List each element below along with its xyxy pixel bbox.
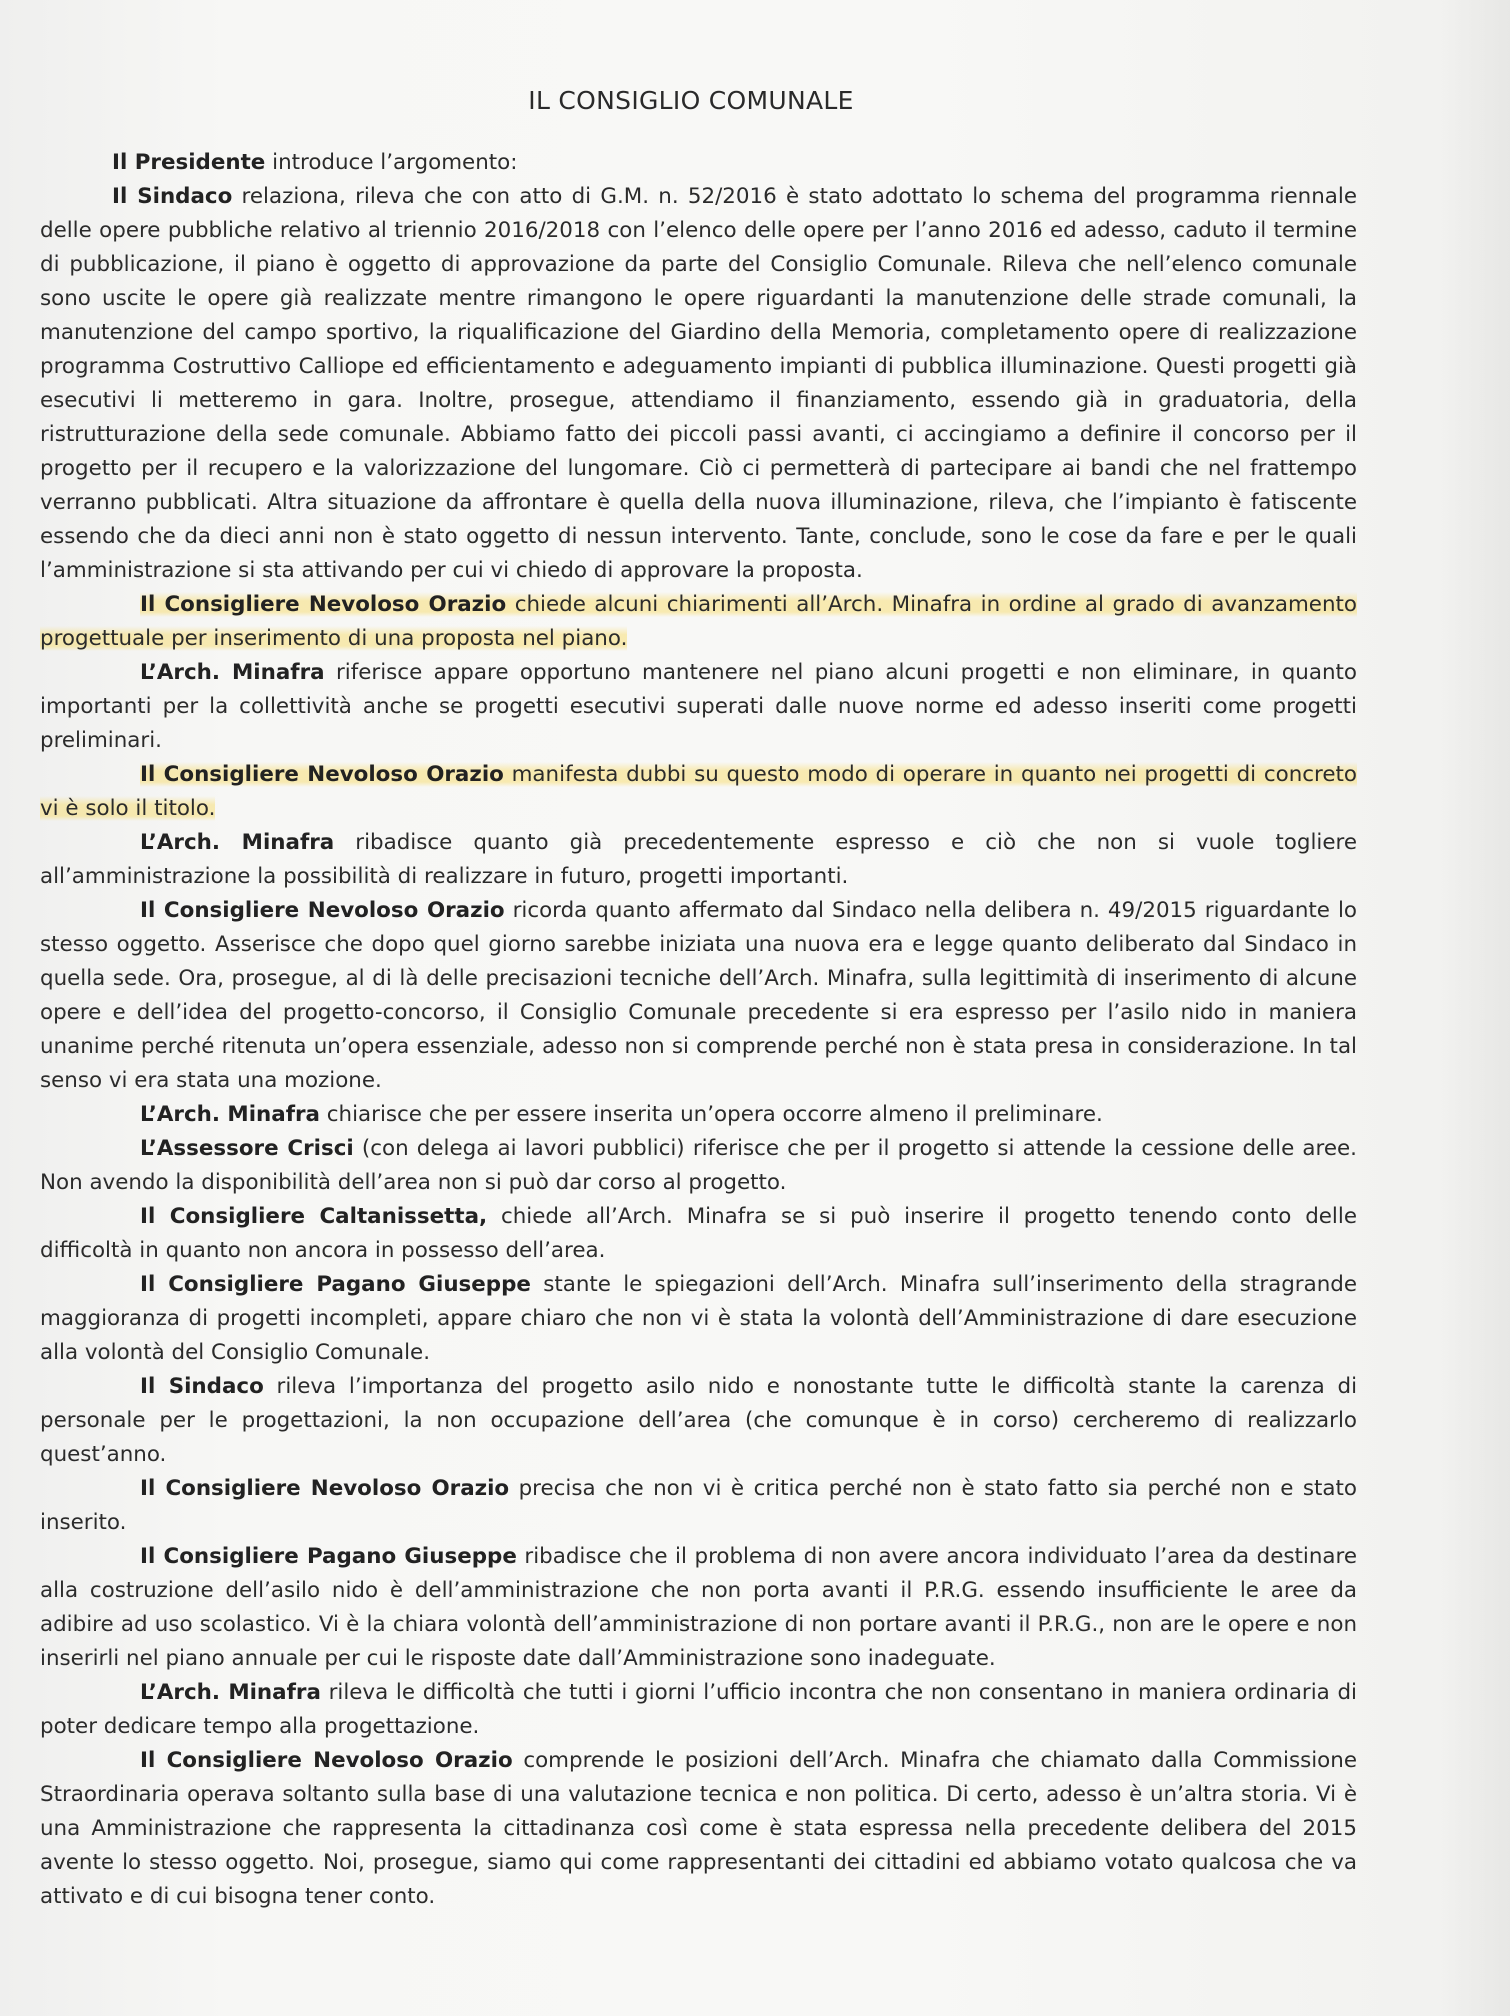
speaker-name: L’Arch. Minafra [140,1680,321,1705]
paragraph-text: manifesta dubbi su questo modo di operare in quanto nei progetti di concreto vi è solo il titolo. [40,762,1357,821]
paragraph-content [40,1680,1357,1739]
paragraph-content [40,1544,1357,1671]
paragraph-content [40,184,1357,583]
minutes-paragraph [40,1098,1357,1132]
speaker-name: Il Consigliere Nevoloso Orazio [140,592,507,617]
paragraph-content [40,1136,1357,1195]
minutes-paragraph [40,826,1357,894]
paragraph-text: riferisce appare opportuno mantenere nel piano alcuni progetti e non eliminare, in quanto importanti per la collettività anche se progetti esecutivi superati dalle nuove norme ed adesso inseriti come progetti preliminari. [40,660,1357,753]
minutes-paragraph [40,1676,1357,1744]
minutes-paragraph [40,894,1357,1098]
paragraph-content [40,1204,1357,1263]
minutes-paragraph [40,1200,1357,1268]
paragraph-text: ribadisce quanto già precedentemente espresso e ciò che non si vuole togliere all’amministrazione la possibilità di realizzare in futuro, progetti importanti. [40,830,1357,889]
minutes-paragraph [40,1268,1357,1370]
speaker-name: Il Presidente [112,150,266,175]
minutes-paragraph [40,656,1357,758]
minutes-paragraph [40,758,1357,826]
speaker-name: Il Consigliere Nevoloso Orazio [140,1748,513,1773]
paragraph-content [40,1272,1357,1365]
paragraph-text: ricorda quanto affermato dal Sindaco nella delibera n. 49/2015 riguardante lo stesso oggetto. Asserisce che dopo quel giorno sarebbe iniziata una nuova era e legge quanto deliberato dal Sindaco in quella sede. Ora, prosegue, al di là delle precisazioni tecniche dell’Arch. Minafra, sulla legittimità di inserimento di alcune opere e dell’idea del progetto-concorso, il Consiglio Comunale precedente si era espresso per l’asilo nido in maniera unanime perché ritenuta un’opera essenziale, adesso non si comprende perché non è stata presa in considerazione. In tal senso vi era stata una mozione. [40,898,1357,1093]
document-body [40,146,1357,1914]
paragraph-text: stante le spiegazioni dell’Arch. Minafra sull’inserimento della stragrande maggioranza di progetti incompleti, appare chiaro che non vi è stata la volontà dell’Amministrazione di dare esecuzione alla volontà del Consiglio Comunale. [40,1272,1357,1365]
speaker-name: Il Consigliere Pagano Giuseppe [140,1544,517,1569]
paragraph-content [40,660,1357,753]
paragraph-text: rileva le difficoltà che tutti i giorni l’ufficio incontra che non consentano in maniera ordinaria di poter dedicare tempo alla progettazione. [40,1680,1357,1739]
paragraph-content [40,898,1357,1093]
minutes-paragraph [40,1744,1357,1914]
speaker-name: L’Arch. Minafra [140,1102,320,1127]
paragraph-text: introduce l’argomento: [265,150,518,175]
paragraph-text: chiede all’Arch. Minafra se si può inserire il progetto tenendo conto delle difficoltà in quanto non ancora in possesso dell’area. [40,1204,1357,1263]
paragraph-text: rileva l’importanza del progetto asilo nido e nonostante tutte le difficoltà stante la carenza di personale per le progettazioni, la non occupazione dell’area (che comunque è in corso) cercheremo di realizzarlo quest’anno. [40,1374,1358,1467]
speaker-name: Il Consigliere Nevoloso Orazio [140,898,505,923]
highlighted-passage [40,592,1357,651]
paragraph-text: precisa che non vi è critica perché non è stato fatto sia perché non e stato inserito. [40,1476,1357,1535]
paragraph-text: relaziona, rileva che con atto di G.M. n. 52/2016 è stato adottato lo schema del programma riennale delle opere pubbliche relativo al triennio 2016/2018 con l’elenco delle opere per l’anno 2016 ed adesso, caduto il termine di pubblicazione, il piano è oggetto di approvazione da parte del Consiglio Comunale. Rileva che nell’elenco comunale sono uscite le opere già realizzate mentre rimangono le opere riguardanti la manutenzione delle strade comunali, la manutenzione del campo sportivo, la riqualificazione del Giardino della Memoria, completamento opere di realizzazione programma Costruttivo Calliope ed efficientamento e adeguamento impianti di pubblica illuminazione. Questi progetti già esecutivi li metteremo in gara. Inoltre, prosegue, attendiamo il finanziamento, essendo già in graduatoria, della ristrutturazione della sede comunale. Abbiamo fatto dei piccoli passi avanti, ci accingiamo a definire il concorso per il progetto per il recupero e la valorizzazione del lungomare. Ciò ci permetterà di partecipare ai bandi che nel frattempo verranno pubblicati. Altra situazione da affrontare è quella della nuova illuminazione, rileva, che l’impianto è fatiscente essendo che da dieci anni non è stato oggetto di nessun intervento. Tante, conclude, sono le cose da fare e per le quali l’amministrazione si sta attivando per cui vi chiedo di approvare la proposta. [40,184,1358,583]
paragraph-text: ribadisce che il problema di non avere ancora individuato l’area da destinare alla costruzione dell’asilo nido è dell’amministrazione che non porta avanti il P.R.G. essendo insufficiente le aree da adibire ad uso scolastico. Vi è la chiara volontà dell’amministrazione di non portare avanti il P.R.G., non are le opere e non inserirli nel piano annuale per cui le risposte date dall’Amministrazione sono inadeguate. [40,1544,1357,1671]
speaker-name: Il Consigliere Caltanissetta, [140,1204,488,1229]
paragraph-text: (con delega ai lavori pubblici) riferisce che per il progetto si attende la cessione delle aree. Non avendo la disponibilità dell’area non si può dar corso al progetto. [40,1136,1357,1195]
speaker-name: L’Arch. Minafra [140,830,335,855]
minutes-paragraph [40,588,1357,656]
speaker-name: Il Consigliere Nevoloso Orazio [140,1476,510,1501]
speaker-name: Il Consigliere Pagano Giuseppe [140,1272,531,1297]
minutes-paragraph [40,146,1357,180]
paragraph-content [40,1748,1357,1909]
paragraph-content [40,1374,1357,1467]
speaker-name: Il Sindaco [112,184,233,209]
paragraph-text: chiarisce che per essere inserita un’opera occorre almeno il preliminare. [320,1102,1103,1127]
paragraph-text: chiede alcuni chiarimenti all’Arch. Minafra in ordine al grado di avanzamento progettuale per inserimento di una proposta nel piano. [40,592,1358,651]
minutes-paragraph [40,1370,1357,1472]
paragraph-content [40,1476,1357,1535]
minutes-paragraph [40,1472,1357,1540]
speaker-name: Il Consigliere Nevoloso Orazio [140,762,504,787]
paragraph-content [40,830,1357,889]
speaker-name: Il Sindaco [140,1374,264,1399]
document-title: IL CONSIGLIO COMUNALE [528,86,854,115]
minutes-paragraph [40,1540,1357,1676]
highlighted-passage [40,762,1357,821]
paragraph-text: comprende le posizioni dell’Arch. Minafra che chiamato dalla Commissione Straordinaria operava soltanto sulla base di una valutazione tecnica e non politica. Di certo, adesso è un’altra storia. Vi è una Amministrazione che rappresenta la cittadinanza così come è stata espressa nella precedente delibera del 2015 avente lo stesso oggetto. Noi, prosegue, siamo qui come rappresentanti dei cittadini ed abbiamo votato qualcosa che va attivato e di cui bisogna tener conto. [40,1748,1357,1909]
minutes-paragraph [40,1132,1357,1200]
speaker-name: L’Assessore Crisci [140,1136,354,1161]
paragraph-content [140,1102,1103,1127]
paragraph-content [112,150,517,175]
minutes-paragraph [40,180,1357,588]
speaker-name: L’Arch. Minafra [140,660,325,685]
